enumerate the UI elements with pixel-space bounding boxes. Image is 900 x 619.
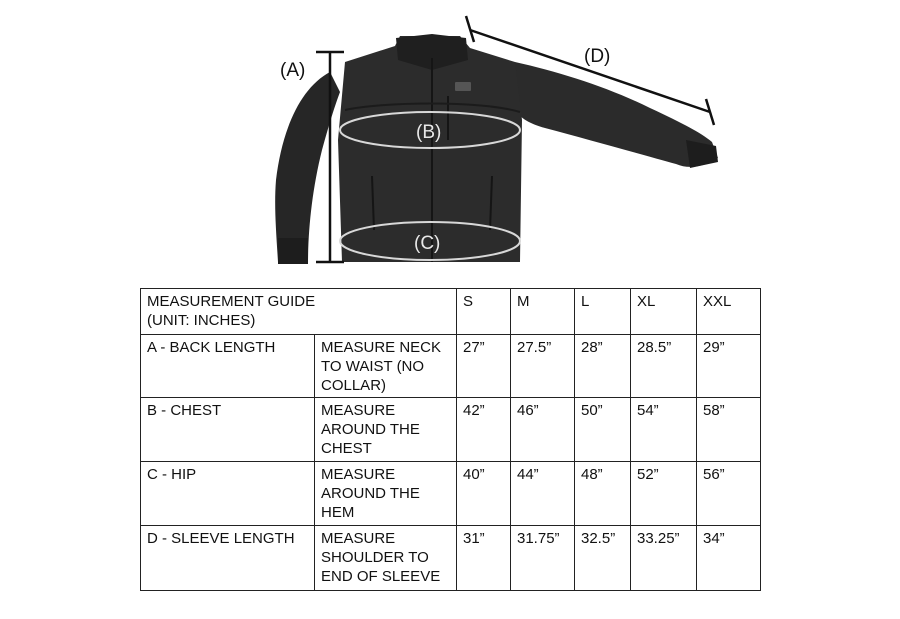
measurement-label: D - SLEEVE LENGTH [141, 526, 315, 591]
measurement-label: C - HIP [141, 462, 315, 526]
label-d: (D) [584, 46, 611, 67]
measurement-description: MEASURE AROUND THE HEM [315, 462, 457, 526]
table-unit: (UNIT: INCHES) [147, 312, 256, 329]
jacket-illustration [275, 34, 718, 264]
jacket-measurement-figure [0, 0, 900, 280]
size-value: 28.5” [631, 335, 697, 398]
size-value: 58” [697, 398, 761, 462]
size-value: 32.5” [575, 526, 631, 591]
measurement-description: MEASURE AROUND THE CHEST [315, 398, 457, 462]
size-value: 34” [697, 526, 761, 591]
size-header: L [575, 289, 631, 335]
table-header-row [141, 289, 761, 335]
table-row [141, 398, 761, 462]
size-value: 42” [457, 398, 511, 462]
table-row [141, 462, 761, 526]
size-value: 31.75” [511, 526, 575, 591]
size-value: 50” [575, 398, 631, 462]
label-c: (C) [414, 233, 441, 254]
size-value: 33.25” [631, 526, 697, 591]
size-value: 54” [631, 398, 697, 462]
size-value: 31” [457, 526, 511, 591]
measurement-description: MEASURE SHOULDER TO END OF SLEEVE [315, 526, 457, 591]
size-header: XXL [697, 289, 761, 335]
size-header: M [511, 289, 575, 335]
size-value: 52” [631, 462, 697, 526]
measurement-label: B - CHEST [141, 398, 315, 462]
size-value: 44” [511, 462, 575, 526]
table-title: MEASUREMENT GUIDE [147, 293, 316, 310]
label-a: (A) [280, 60, 306, 81]
table-row [141, 526, 761, 591]
table-row [141, 335, 761, 398]
table-title-cell [141, 289, 457, 335]
measurement-label: A - BACK LENGTH [141, 335, 315, 398]
size-value: 27” [457, 335, 511, 398]
size-header: S [457, 289, 511, 335]
label-b: (B) [416, 122, 442, 143]
measurement-description: MEASURE NECK TO WAIST (NO COLLAR) [315, 335, 457, 398]
size-value: 56” [697, 462, 761, 526]
size-value: 40” [457, 462, 511, 526]
size-header: XL [631, 289, 697, 335]
size-value: 27.5” [511, 335, 575, 398]
size-value: 29” [697, 335, 761, 398]
size-value: 48” [575, 462, 631, 526]
measurement-table [140, 288, 761, 591]
size-value: 46” [511, 398, 575, 462]
size-value: 28” [575, 335, 631, 398]
